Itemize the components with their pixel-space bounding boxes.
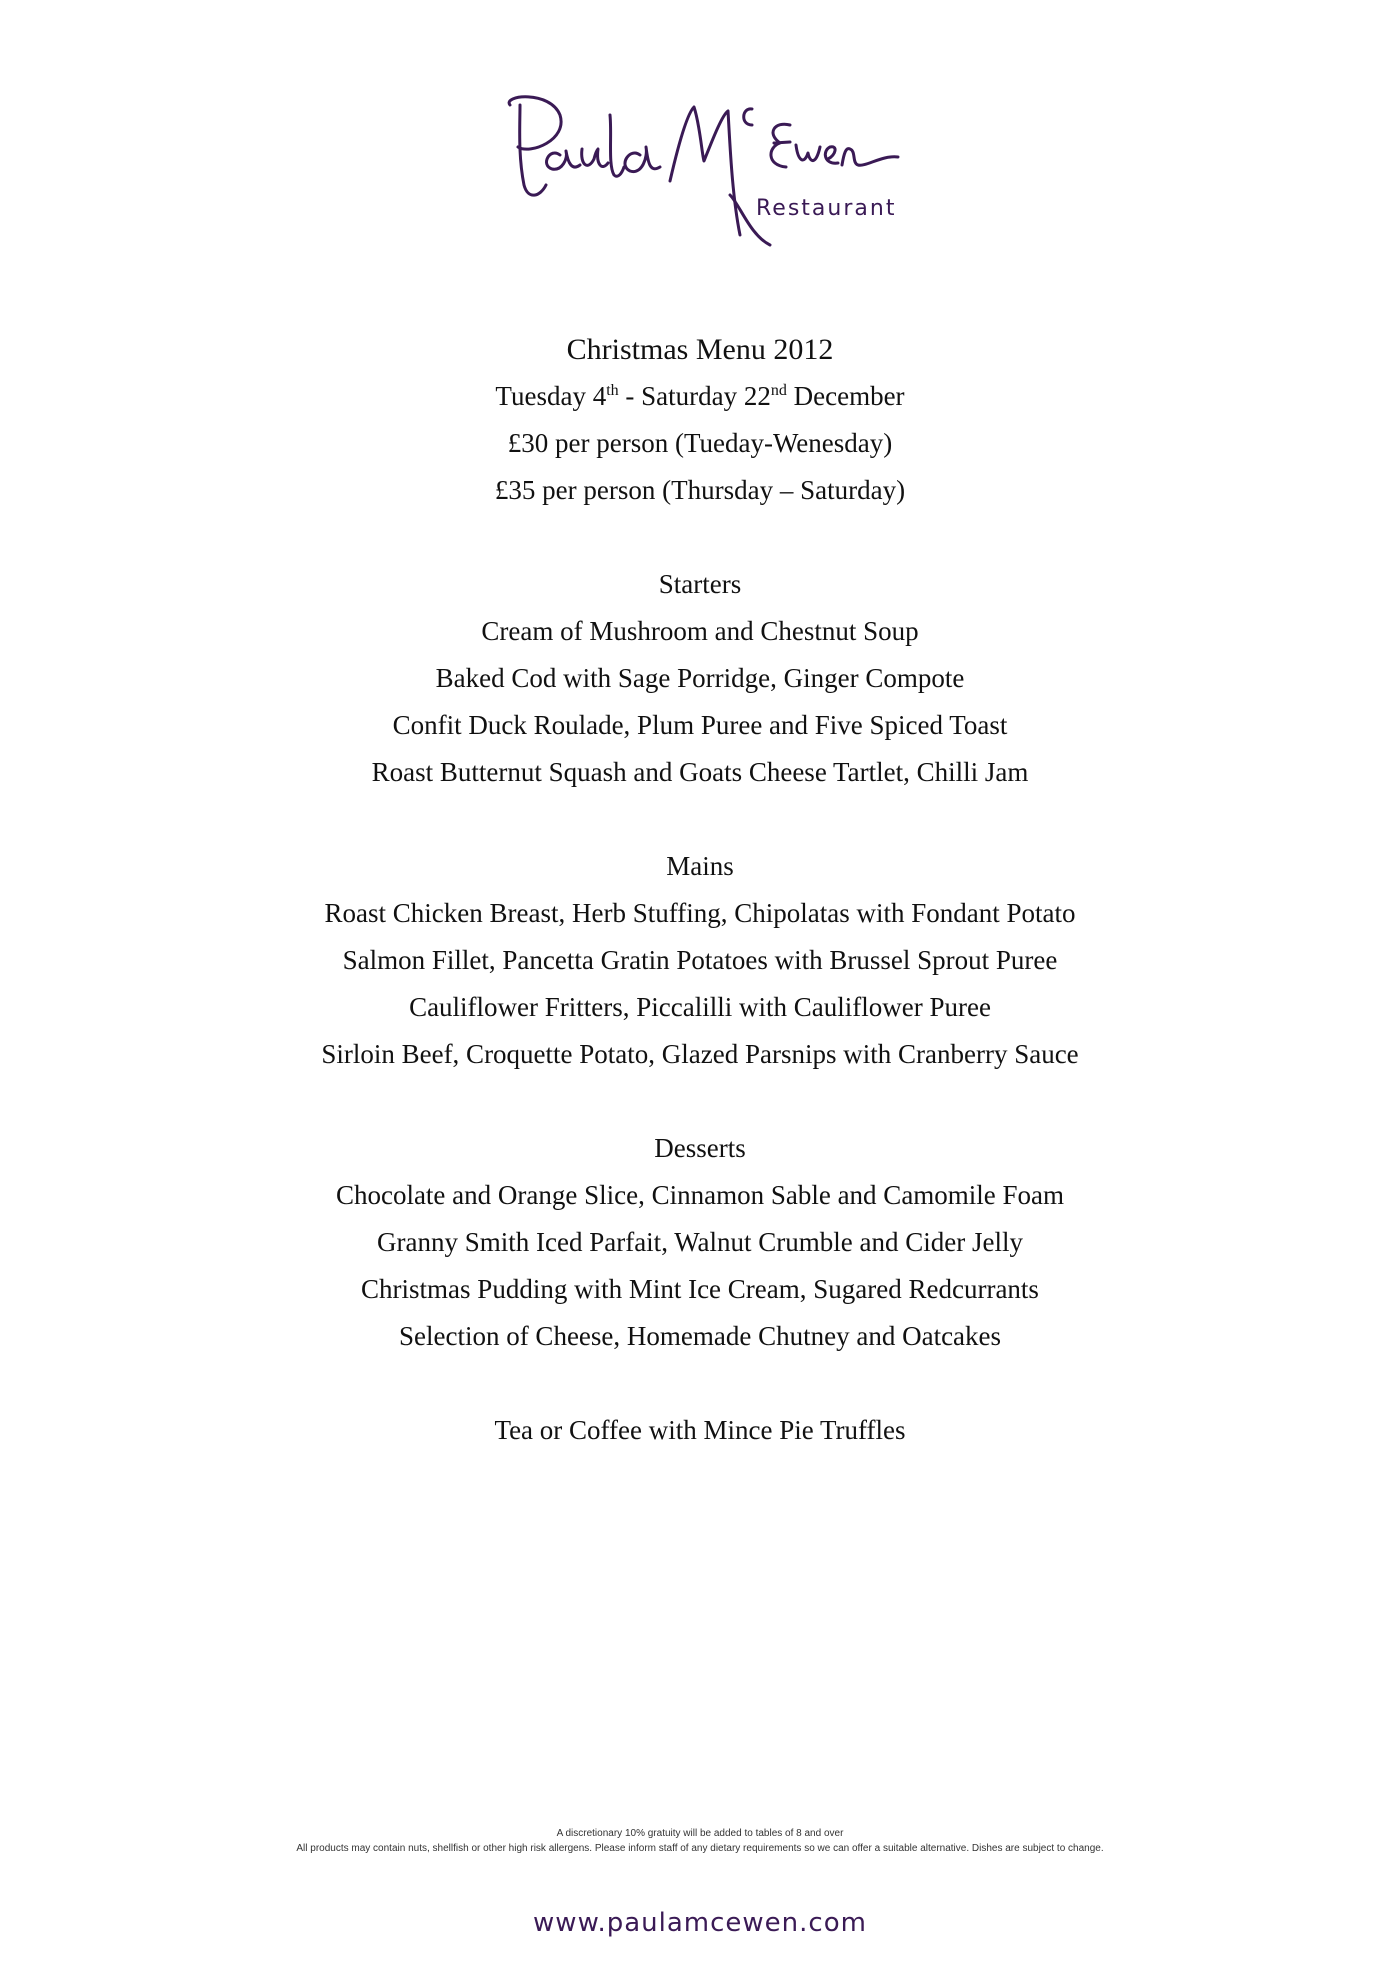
menu-item: Salmon Fillet, Pancetta Gratin Potatoes with Brussel Sprout Puree bbox=[342, 945, 1058, 975]
gratuity-note: A discretionary 10% gratuity will be added to tables of 8 and over bbox=[556, 1828, 844, 1839]
menu-item: Cauliflower Fritters, Piccalilli with Cauliflower Puree bbox=[409, 992, 991, 1022]
menu-item: Sirloin Beef, Croquette Potato, Glazed Parsnips with Cranberry Sauce bbox=[321, 1039, 1079, 1069]
closing-item: Tea or Coffee with Mince Pie Truffles bbox=[494, 1415, 906, 1445]
menu-title: Christmas Menu 2012 bbox=[566, 333, 834, 366]
signature-logo-icon bbox=[490, 85, 910, 275]
menu-body bbox=[0, 326, 1400, 1454]
price-weekday: £30 per person (Tueday-Wenesday) bbox=[507, 428, 893, 458]
price-weekend: £35 per person (Thursday – Saturday) bbox=[494, 475, 906, 505]
menu-item: Selection of Cheese, Homemade Chutney and Oatcakes bbox=[398, 1321, 1002, 1351]
menu-item: Chocolate and Orange Slice, Cinnamon Sable and Camomile Foam bbox=[335, 1180, 1065, 1210]
menu-item: Roast Chicken Breast, Herb Stuffing, Chipolatas with Fondant Potato bbox=[324, 898, 1076, 928]
section-heading-mains: Mains bbox=[666, 851, 734, 881]
menu-item: Granny Smith Iced Parfait, Walnut Crumble and Cider Jelly bbox=[377, 1227, 1023, 1257]
menu-item: Roast Butternut Squash and Goats Cheese Tartlet, Chilli Jam bbox=[371, 757, 1029, 787]
menu-item: Christmas Pudding with Mint Ice Cream, Sugared Redcurrants bbox=[361, 1274, 1039, 1304]
menu-item: Confit Duck Roulade, Plum Puree and Five Spiced Toast bbox=[392, 710, 1008, 740]
website-link[interactable]: www.paulamcewen.com bbox=[533, 1908, 867, 1938]
menu-dates: Tuesday 4th - Saturday 22nd December bbox=[495, 381, 905, 411]
menu-item: Cream of Mushroom and Chestnut Soup bbox=[481, 616, 919, 646]
logo-subtitle-text: Restaurant bbox=[756, 196, 897, 221]
menu-item: Baked Cod with Sage Porridge, Ginger Compote bbox=[435, 663, 965, 693]
restaurant-logo bbox=[490, 85, 910, 275]
section-heading-starters: Starters bbox=[658, 569, 742, 599]
allergen-note: All products may contain nuts, shellfish or other high risk allergens. Please inform staff of any dietary requirements so we can offer a suitable alternative. Dishes are subject to change. bbox=[296, 1843, 1104, 1854]
section-heading-desserts: Desserts bbox=[654, 1133, 746, 1163]
